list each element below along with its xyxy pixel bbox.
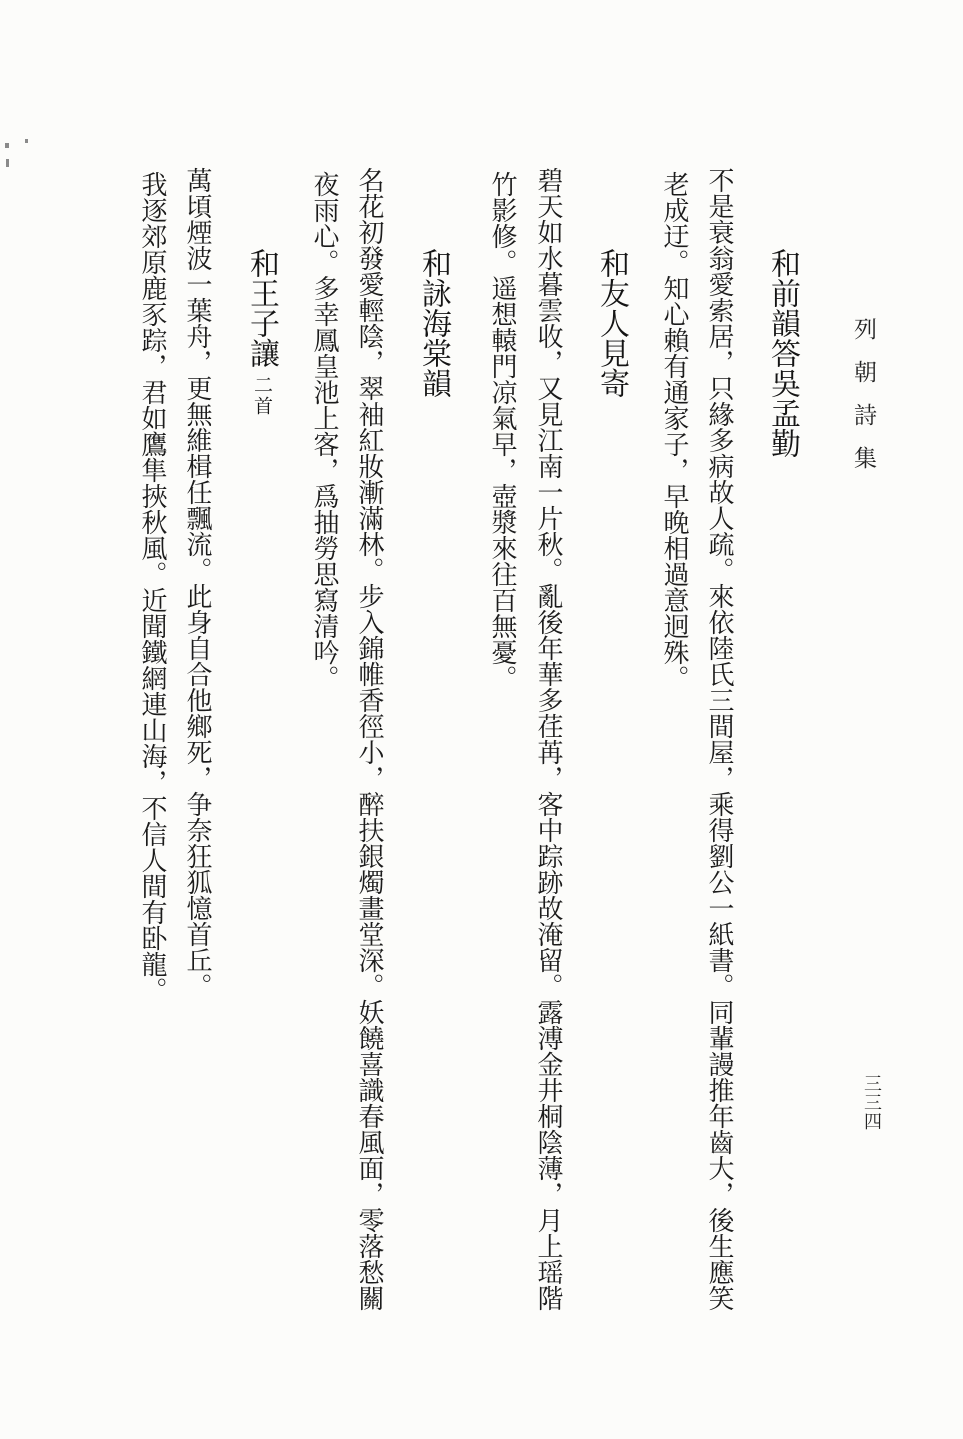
poem-4-title-text: 和王子讓: [245, 248, 278, 368]
poem-1-title: 和前韻答吳孟勤: [766, 248, 799, 458]
poem-2-title: 和友人見寄: [595, 248, 628, 398]
poem-1-column-2: 老成迂。知心賴有通家子，早晚相過意迥殊。: [660, 171, 689, 691]
poem-4-column-1: 萬頃煙波一葉舟，更無維楫任飄流。此身自合他鄉死，争奈狂狐憶首丘。: [183, 167, 212, 999]
scan-artifact: [5, 143, 9, 148]
scan-artifact: [6, 159, 9, 167]
poem-4-title: [246, 248, 276, 417]
poem-3-column-1: 名花初發愛輕陰，翠袖紅妝漸滿林。步入錦帷香徑小，醉扶銀燭畫堂深。妖饒喜識春風面，零落愁關: [355, 167, 384, 1311]
poem-1-column-1: 不是衰翁愛索居，只緣多病故人疏。來依陸氏三間屋，乘得劉公一紙書。同輩謾推年齒大，後生應笑: [705, 167, 734, 1311]
poem-3-column-2: 夜雨心。多幸鳳皇池上客，爲抽勞思寫清吟。: [310, 171, 339, 691]
poem-2-column-2: 竹影修。遥想轅門凉氣早，壺漿來往百無憂。: [488, 171, 517, 691]
poem-3-title: 和詠海棠韻: [417, 248, 450, 398]
poem-4-title-note: 二首: [251, 375, 272, 417]
scan-artifact: [25, 139, 28, 143]
running-title: 列朝詩集: [851, 317, 876, 489]
poem-4-column-2: 我逐郊原鹿豕踪，君如鷹隼挾秋風。近聞鐵網連山海，不信人間有卧龍。: [138, 171, 167, 1003]
page-number: 三三四: [862, 1074, 882, 1131]
poem-2-column-1: 碧天如水暮雲收，又見江南一片秋。亂後年華多荏苒，客中踪跡故淹留。露溥金井桐陰薄，月上瑶階: [534, 167, 563, 1311]
